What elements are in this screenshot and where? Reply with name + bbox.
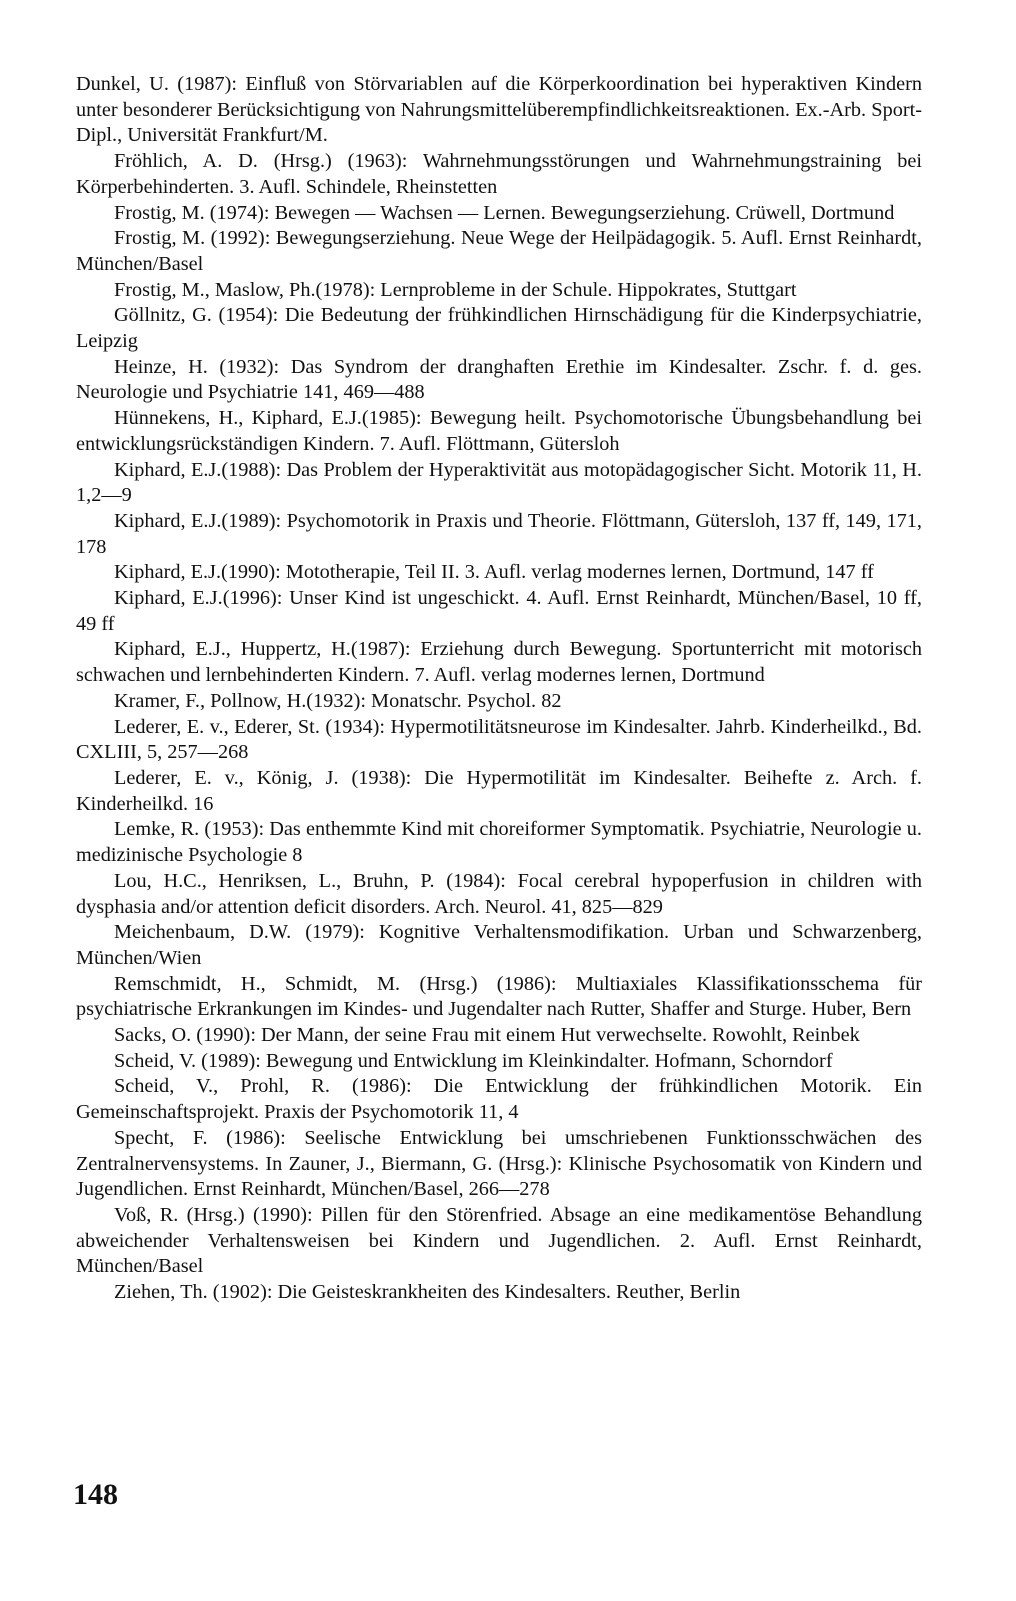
reference-entry: Remschmidt, H., Schmidt, M. (Hrsg.) (1986): Multiaxiales Klassifikationsschema für psychiatrische Erkrankungen im Kindes- und Jugendalter nach Rutter, Shaffer and Sturge. Huber, Bern — [76, 972, 922, 1021]
reference-entry: Scheid, V., Prohl, R. (1986): Die Entwicklung der frühkindlichen Motorik. Ein Gemeinschaftsprojekt. Praxis der Psychomotorik 11, 4 — [76, 1075, 922, 1124]
reference-list — [76, 72, 922, 1306]
reference-page — [76, 72, 922, 1306]
reference-entry: Frostig, M. (1974): Bewegen — Wachsen — Lernen. Bewegungserziehung. Crüwell, Dortmund — [114, 201, 895, 224]
reference-entry: Lederer, E. v., Ederer, St. (1934): Hypermotilitätsneurose im Kindesalter. Jahrb. Kinderheilkd., Bd. CXLIII, 5, 257—268 — [76, 715, 922, 764]
page-number: 148 — [73, 1478, 118, 1511]
reference-entry: Hünnekens, H., Kiphard, E.J.(1985): Bewegung heilt. Psychomotorische Übungsbehandlung bei entwicklungsrückständigen Kindern. 7. Aufl. Flöttmann, Gütersloh — [76, 407, 922, 455]
reference-entry: Lou, H.C., Henriksen, L., Bruhn, P. (1984): Focal cerebral hypoperfusion in children with dysphasia and/or attention deficit disorders. Arch. Neurol. 41, 825—829 — [76, 869, 922, 918]
reference-entry: Specht, F. (1986): Seelische Entwicklung bei umschriebenen Funktionsschwächen des Zentralnervensystems. In Zauner, J., Biermann, G. (Hrsg.): Klinische Psychosomatik von Kindern und Jugendlichen. Ernst Reinhardt, München/Basel, 266—278 — [76, 1126, 922, 1201]
reference-entry: Lederer, E. v., König, J. (1938): Die Hypermotilität im Kindesalter. Beihefte z. Arch. f. Kinderheilkd. 16 — [76, 766, 922, 815]
reference-entry: Frostig, M., Maslow, Ph.(1978): Lernprobleme in der Schule. Hippokrates, Stuttgart — [114, 278, 797, 301]
reference-entry: Dunkel, U. (1987): Einfluß von Störvariablen auf die Körperkoordination bei hyperaktiven Kindern unter besonderer Berücksichtigung von Nahrungsmittelüberempfindlichkeitsreaktionen. Ex.-Arb. Sport-Dipl., Universität Frankfurt/M. — [76, 73, 922, 147]
reference-entry: Frostig, M. (1992): Bewegungserziehung. Neue Wege der Heilpädagogik. 5. Aufl. Ernst Reinhardt, München/Basel — [76, 227, 922, 275]
reference-entry: Kramer, F., Pollnow, H.(1932): Monatschr. Psychol. 82 — [114, 689, 562, 712]
reference-entry: Sacks, O. (1990): Der Mann, der seine Frau mit einem Hut verwechselte. Rowohlt, Reinbek — [114, 1024, 860, 1047]
reference-entry: Kiphard, E.J.(1989): Psychomotorik in Praxis und Theorie. Flöttmann, Gütersloh, 137 ff, 149, 171, 178 — [76, 509, 922, 558]
reference-entry: Voß, R. (Hrsg.) (1990): Pillen für den Störenfried. Absage an eine medikamentöse Behandlung abweichender Verhaltensweisen bei Kindern und Jugendlichen. 2. Aufl. Ernst Reinhardt, München/Basel — [76, 1203, 922, 1278]
reference-entry: Ziehen, Th. (1902): Die Geisteskrankheiten des Kindesalters. Reuther, Berlin — [114, 1281, 741, 1304]
reference-entry: Kiphard, E.J.(1990): Mototherapie, Teil II. 3. Aufl. verlag modernes lernen, Dortmund, 147 ff — [114, 561, 874, 584]
reference-entry: Scheid, V. (1989): Bewegung und Entwicklung im Kleinkindalter. Hofmann, Schorndorf — [114, 1049, 833, 1072]
reference-entry: Heinze, H. (1932): Das Syndrom der dranghaften Erethie im Kindesalter. Zschr. f. d. ges. Neurologie und Psychiatrie 141, 469—488 — [76, 355, 922, 404]
reference-entry: Lemke, R. (1953): Das enthemmte Kind mit choreiformer Symptomatik. Psychiatrie, Neurologie u. medizinische Psychologie 8 — [76, 818, 922, 867]
reference-entry: Meichenbaum, D.W. (1979): Kognitive Verhaltensmodifikation. Urban und Schwarzenberg, München/Wien — [76, 921, 922, 969]
reference-entry: Fröhlich, A. D. (Hrsg.) (1963): Wahrnehmungsstörungen und Wahrnehmungstraining bei Körperbehinderten. 3. Aufl. Schindele, Rheinstetten — [76, 150, 922, 198]
reference-entry: Kiphard, E.J.(1988): Das Problem der Hyperaktivität aus motopädagogischer Sicht. Motorik 11, H. 1,2—9 — [76, 458, 922, 507]
reference-entry: Kiphard, E.J., Huppertz, H.(1987): Erziehung durch Bewegung. Sportunterricht mit motorisch schwachen und lernbehinderten Kindern. 7. Aufl. verlag modernes lernen, Dortmund — [76, 638, 922, 687]
reference-entry: Kiphard, E.J.(1996): Unser Kind ist ungeschickt. 4. Aufl. Ernst Reinhardt, München/Basel, 10 ff, 49 ff — [76, 587, 922, 635]
reference-entry: Göllnitz, G. (1954): Die Bedeutung der frühkindlichen Hirnschädigung für die Kinderpsychiatrie, Leipzig — [76, 304, 922, 353]
